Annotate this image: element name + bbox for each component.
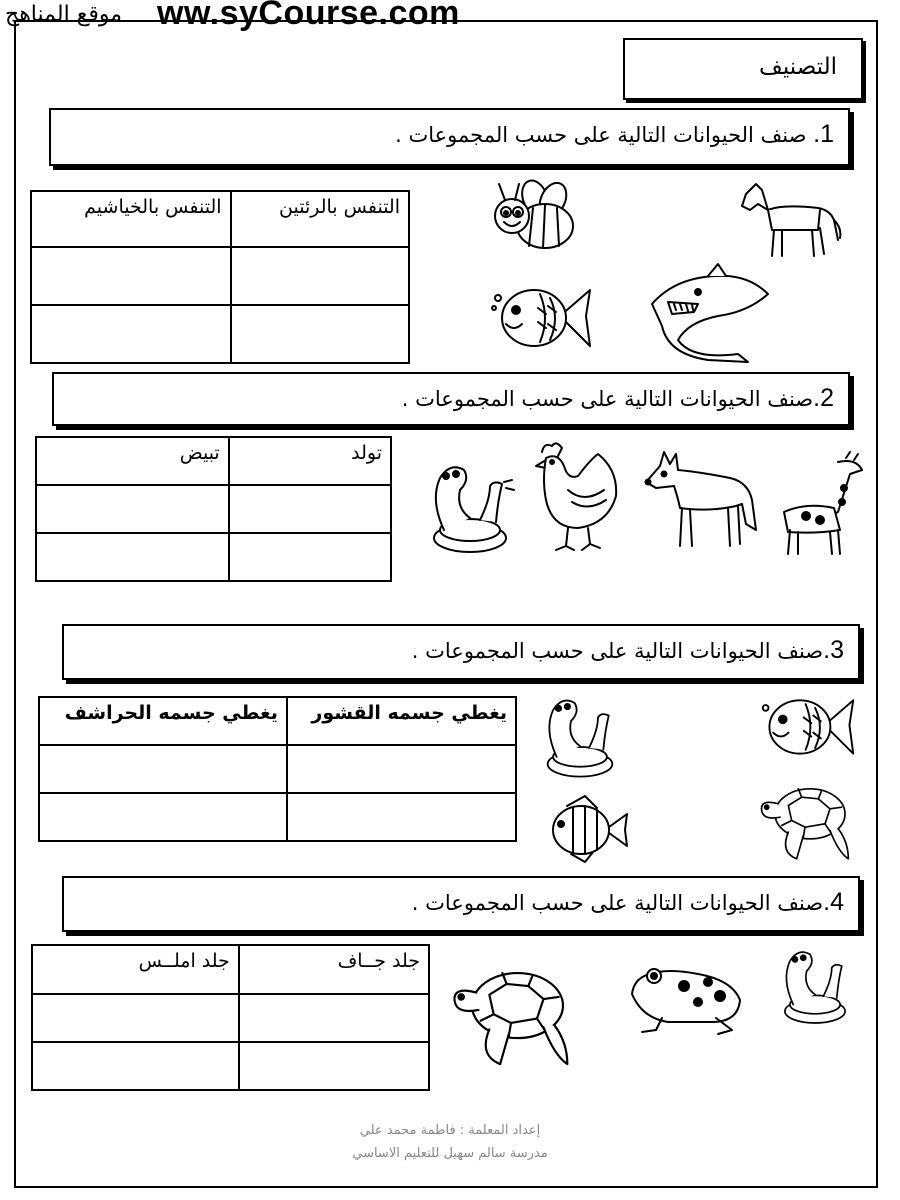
question-number: 2. (813, 384, 834, 412)
column-header: يغطي جسمه الحراشف (39, 697, 287, 745)
question-text: صنف الحيوانات التالية على حسب المجموعات . (401, 387, 814, 411)
giraffe-icon (776, 452, 866, 556)
snake-icon (535, 694, 625, 782)
answer-cell[interactable] (287, 745, 516, 793)
answer-cell[interactable] (229, 485, 391, 533)
answer-cell[interactable] (239, 994, 429, 1042)
column-header: جلد جــاف (239, 945, 429, 994)
frog-icon (628, 960, 744, 1036)
answer-cell[interactable] (39, 745, 287, 793)
classification-table-3 (38, 696, 517, 842)
shark-icon (648, 264, 773, 364)
fish-icon (490, 278, 595, 356)
wolf-icon (640, 448, 760, 552)
answer-cell[interactable] (39, 793, 287, 841)
snake-icon (772, 946, 858, 1028)
teacher-credit: إعداد المعلمة : فاطمة محمد علي (359, 1123, 541, 1138)
answer-cell[interactable] (231, 305, 409, 363)
answer-cell[interactable] (36, 485, 229, 533)
answer-cell[interactable] (32, 1042, 239, 1090)
turtle-icon (755, 772, 855, 864)
page-title: التصنيف (623, 38, 863, 100)
answer-cell[interactable] (36, 533, 229, 581)
column-header: التنفس بالرئتين (231, 191, 409, 247)
turtle-icon (446, 950, 576, 1072)
column-header: يغطي جسمه القشور (287, 697, 516, 745)
column-header: تبيض (36, 437, 229, 485)
question-3 (62, 624, 860, 680)
classification-table-2 (35, 436, 392, 582)
question-text: صنف الحيوانات التالية على حسب المجموعات . (411, 891, 824, 915)
column-header: تولد (229, 437, 391, 485)
snake-icon (420, 460, 520, 558)
question-1 (49, 108, 850, 166)
answer-cell[interactable] (287, 793, 516, 841)
answer-cell[interactable] (239, 1042, 429, 1090)
tropical-fish-icon (545, 794, 629, 864)
bee-icon (485, 178, 580, 253)
school-name: مدرسة سالم سهيل للتعليم الاساسي (352, 1146, 548, 1161)
column-header: التنفس بالخياشيم (31, 191, 231, 247)
answer-cell[interactable] (229, 533, 391, 581)
question-number: 3. (823, 636, 844, 664)
column-header: جلد املــس (32, 945, 239, 994)
site-url: ww.syCourse.com (157, 0, 460, 32)
answer-cell[interactable] (31, 305, 231, 363)
site-name: موقع المناهج (5, 2, 123, 27)
question-text: صنف الحيوانات التالية على حسب المجموعات . (411, 639, 824, 663)
question-2 (52, 372, 850, 426)
hen-icon (528, 440, 623, 552)
answer-cell[interactable] (31, 247, 231, 305)
question-4 (62, 876, 860, 932)
answer-cell[interactable] (231, 247, 409, 305)
classification-table-4 (31, 944, 430, 1091)
question-number: 4. (823, 888, 844, 916)
classification-table-1 (30, 190, 410, 364)
question-number: 1. (813, 120, 834, 148)
answer-cell[interactable] (32, 994, 239, 1042)
fish-icon (758, 688, 858, 764)
horse-icon (738, 180, 843, 260)
question-text: صنف الحيوانات التالية على حسب المجموعات . (395, 123, 807, 147)
